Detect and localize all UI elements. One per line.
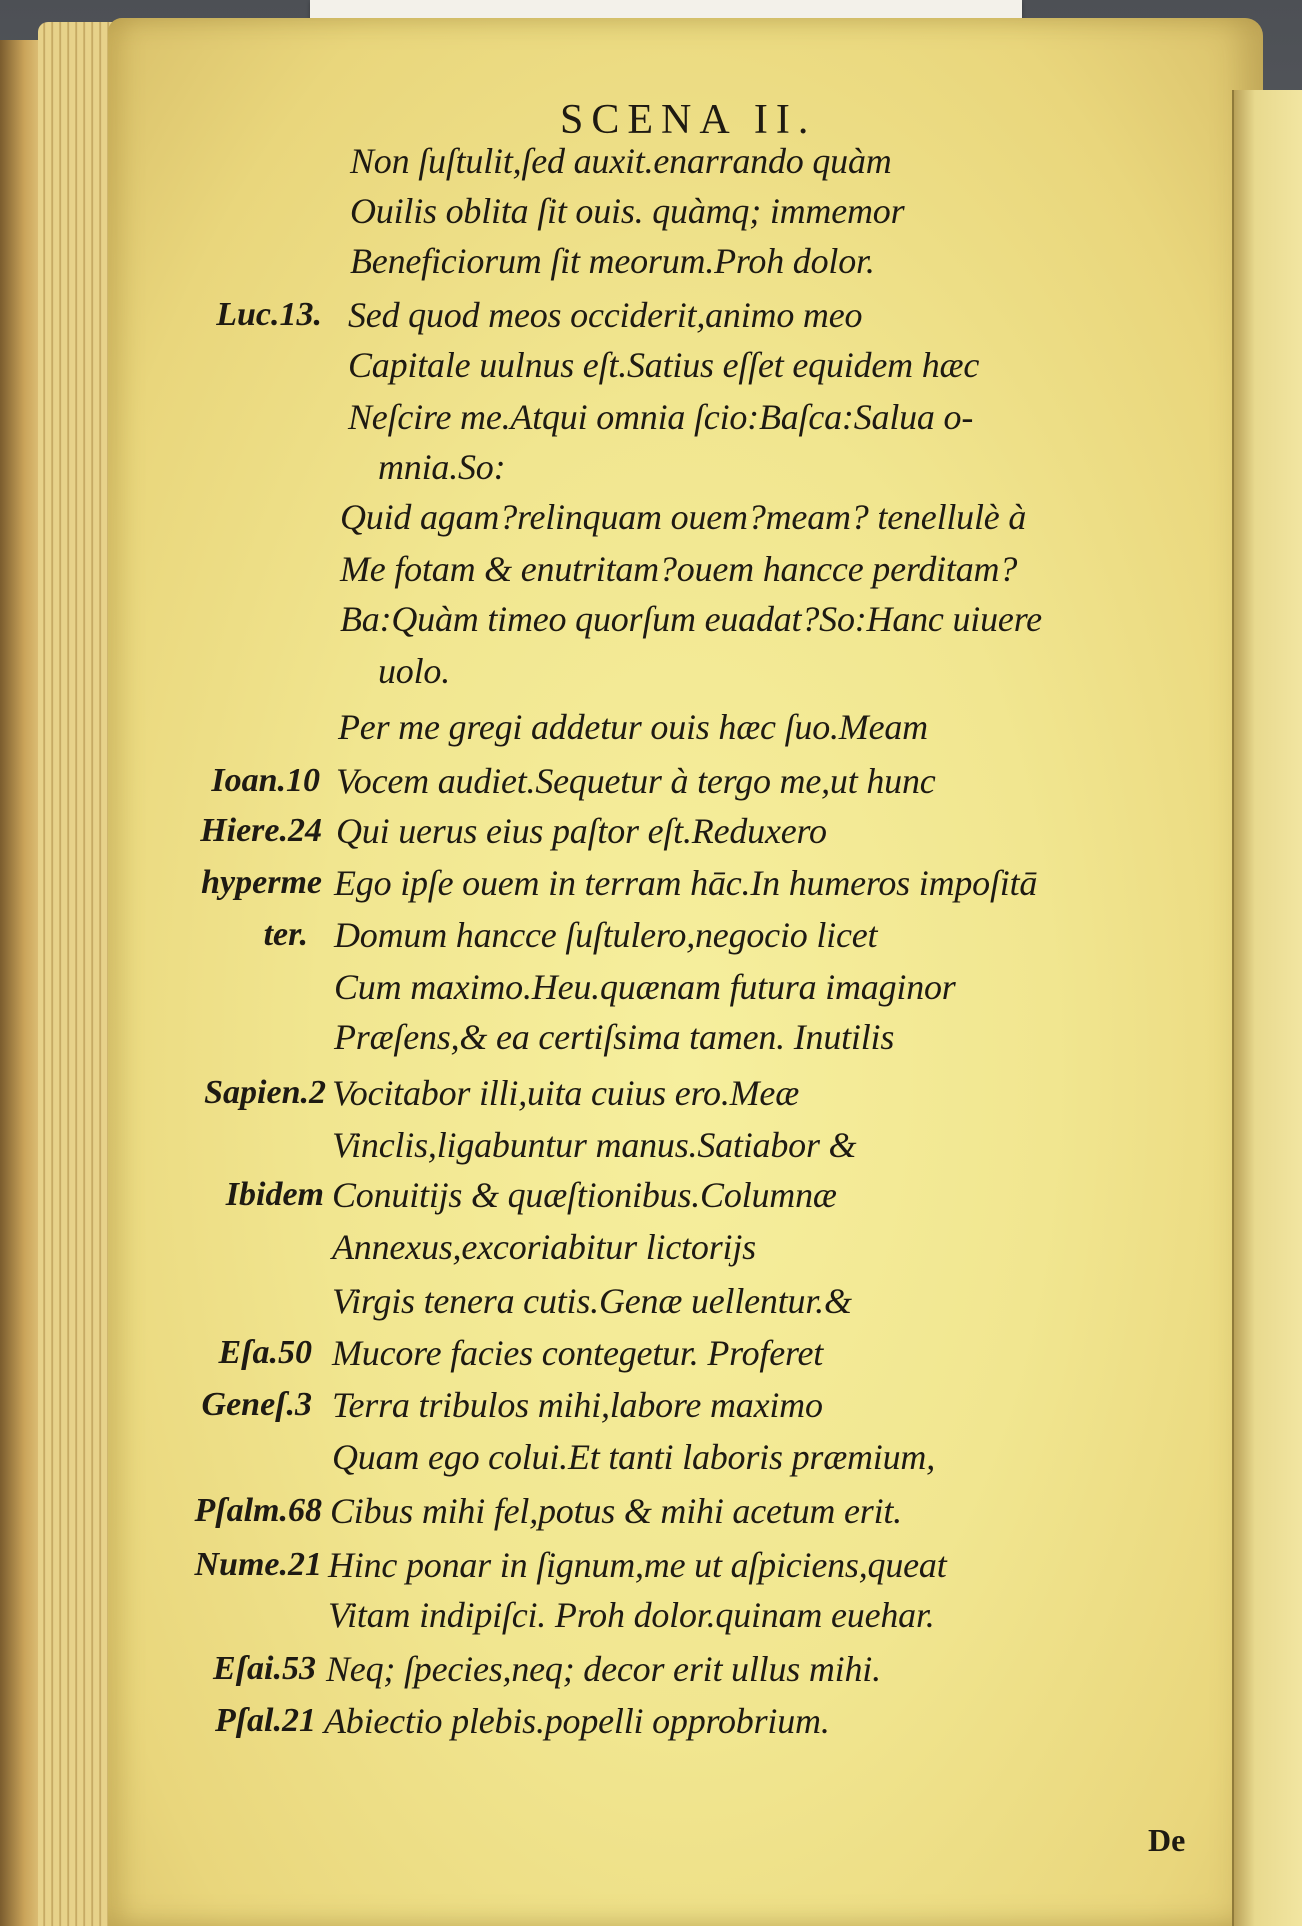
verse-text: Ouilis oblita ſit ouis. quàmq; immemor <box>350 191 905 231</box>
text-line <box>0 1486 1230 1536</box>
text-line <box>0 290 1230 340</box>
verse-text: Vinclis,ligabuntur manus.Satiabor & <box>332 1125 857 1165</box>
verse-text: Annexus,excoriabitur lictorijs <box>332 1227 756 1267</box>
text-line <box>0 756 1230 806</box>
text-line <box>0 1380 1230 1430</box>
verse-text: Me fotam & enutritam?ouem hancce perditam? <box>340 549 1018 589</box>
text-line <box>0 646 1230 696</box>
verse-text: Cum maximo.Heu.quænam futura imaginor <box>334 967 956 1007</box>
text-line <box>0 594 1230 644</box>
verse-text: Hinc ponar in ſignum,me ut aſpiciens,queat <box>328 1545 947 1585</box>
verse-text: Terra tribulos mihi,labore maximo <box>332 1385 823 1425</box>
verse-text: uolo. <box>378 651 451 691</box>
text-line <box>0 392 1230 442</box>
marginal-reference: Eſa.50 <box>218 1334 312 1371</box>
verse-text: Non ſuſtulit,ſed auxit.enarrando quàm <box>350 141 892 181</box>
text-line <box>0 1222 1230 1272</box>
verse-text: Capitale uulnus eſt.Satius eſſet equidem hæc <box>348 345 980 385</box>
text-line <box>0 492 1230 542</box>
text-line <box>0 1068 1230 1118</box>
text-line <box>0 1644 1230 1694</box>
marginal-reference: Pſalm.68 <box>194 1492 322 1529</box>
verse-text: Sed quod meos occiderit,animo meo <box>348 295 863 335</box>
text-line <box>0 340 1230 390</box>
text-line <box>0 1590 1230 1640</box>
text-line <box>0 858 1230 908</box>
verse-text: mnia.So: <box>378 447 506 487</box>
marginal-reference: Ibidem <box>225 1176 324 1213</box>
marginal-reference: Geneſ.3 <box>201 1386 312 1423</box>
text-line <box>0 1432 1230 1482</box>
marginal-reference: ter. <box>263 916 308 953</box>
text-line <box>0 962 1230 1012</box>
text-line <box>0 1276 1230 1326</box>
verse-text: Qui uerus eius paſtor eſt.Reduxero <box>336 811 827 851</box>
text-line <box>0 544 1230 594</box>
verse-text: Virgis tenera cutis.Genæ uellentur.& <box>332 1281 852 1321</box>
catchword: De <box>1148 1822 1186 1858</box>
marginal-reference: Luc.13. <box>216 296 322 333</box>
text-line <box>0 1120 1230 1170</box>
verse-text: Conuitijs & quæſtionibus.Columnæ <box>332 1175 837 1215</box>
facing-page-gutter <box>1232 90 1302 1926</box>
text-line <box>0 702 1230 752</box>
marginal-reference: Nume.21 <box>194 1546 322 1583</box>
text-line <box>0 442 1230 492</box>
text-line <box>0 236 1230 286</box>
text-line <box>0 910 1230 960</box>
marginal-reference: Ioan.10 <box>211 762 320 799</box>
text-line <box>0 1540 1230 1590</box>
text-line <box>0 1012 1230 1062</box>
verse-text: Quam ego colui.Et tanti laboris præmium, <box>332 1437 935 1477</box>
verse-text: Vitam indipiſci. Proh dolor.quinam euehar. <box>328 1595 935 1635</box>
text-line <box>0 1696 1230 1746</box>
marginal-reference: Pſal.21 <box>214 1702 316 1739</box>
verse-text: Vocem audiet.Sequetur à tergo me,ut hunc <box>336 761 936 801</box>
verse-text: Præſens,& ea certiſsima tamen. Inutilis <box>334 1017 895 1057</box>
verse-text: Domum hancce ſuſtulero,negocio licet <box>334 915 878 955</box>
verse-text: Neq; ſpecies,neq; decor erit ullus mihi. <box>326 1649 881 1689</box>
marginal-reference: Eſai.53 <box>213 1650 316 1687</box>
verse-text: Abiectio plebis.popelli opprobrium. <box>324 1701 830 1741</box>
text-line <box>0 1328 1230 1378</box>
text-line <box>0 806 1230 856</box>
verse-text: Per me gregi addetur ouis hæc ſuo.Meam <box>338 707 928 747</box>
verse-text: Neſcire me.Atqui omnia ſcio:Baſca:Salua o- <box>348 397 974 437</box>
verse-text: Beneficiorum ſit meorum.Proh dolor. <box>350 241 875 281</box>
verse-text: Vocitabor illi,uita cuius ero.Meæ <box>332 1073 800 1113</box>
verse-text: Ba:Quàm timeo quorſum euadat?So:Hanc uiuere <box>340 599 1042 639</box>
marginal-reference: Hiere.24 <box>200 812 322 849</box>
text-line <box>0 1170 1230 1220</box>
verse-text: Quid agam?relinquam ouem?meam? tenellulè à <box>340 497 1027 537</box>
text-line <box>0 136 1230 186</box>
verse-text: Cibus mihi fel,potus & mihi acetum erit. <box>330 1491 902 1531</box>
verse-text: Ego ipſe ouem in terram hāc.In humeros impoſitā <box>334 863 1038 903</box>
verse-text: Mucore facies contegetur. Proferet <box>332 1333 824 1373</box>
marginal-reference: hyperme <box>201 864 322 901</box>
text-line <box>0 186 1230 236</box>
marginal-reference: Sapien.2 <box>204 1074 326 1111</box>
page-header: SCENA II. <box>560 97 817 143</box>
